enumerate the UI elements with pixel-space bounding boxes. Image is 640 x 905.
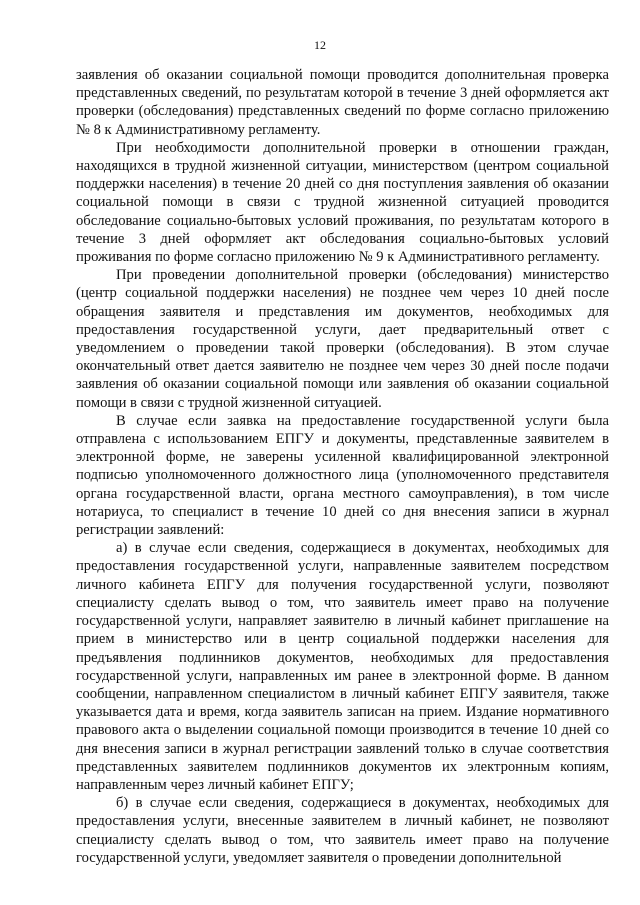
paragraph-item-a: а) в случае если сведения, содержащиеся в документах, необходимых для предоставления государственной услуги, направленные заявителем посредством личного кабинета ЕПГУ для получения государственной услуги, позволяют специалисту сделать вывод о том, что заявитель имеет право на получение государственной услуги, направляет заявителю в личный кабинет приглашение на прием в министерство или в центр социальной поддержки населения для предъявления подлинников документов, необходимых для предоставления государственной услуги, направленных им ранее в электронной форме. В данном сообщении, направленном специалистом в личный кабинет ЕПГУ заявителя, также указывается дата и время, когда заявитель записан на прием. Издание нормативного правового акта о выделении социальной помощи производится в течение 10 дней со дня внесения записи в журнал регистрации заявлений только в случае соответствия представленных заявителем подлинников документов их электронным копиям, направленным через личный кабинет ЕПГУ;: [76, 540, 609, 793]
paragraph-preliminary-answer: При проведении дополнительной проверки (обследования) министерство (центр социальной поддержки населения) не позднее чем через 10 дней после обращения заявителя и представления им документов, необходимых для предоставления государственной услуги, дает предварительный ответ с уведомлением о проведении такой проверки (обследования). В этом случае окончательный ответ дается заявителю не позднее чем через 30 дней после подачи заявления об оказании социальной помощи или заявления об оказании социальной помощи в связи с трудной жизненной ситуацией.: [76, 267, 609, 411]
document-body: [76, 66, 609, 867]
paragraph-item-b: б) в случае если сведения, содержащиеся в документах, необходимых для предоставления услуги, внесенные заявителем в личный кабинет, не позволяют специалисту сделать вывод о том, что заявитель имеет право на получение государственной услуги, уведомляет заявителя о проведении дополнительной: [76, 795, 609, 866]
paragraph-epgu-application: В случае если заявка на предоставление государственной услуги была отправлена с использованием ЕПГУ и документы, представленные заявителем в электронной форме, не заверены усиленной квалифицированной электронной подписью уполномоченного должностного лица (уполномоченного представителя органа государственной власти, органа местного самоуправления), в том числе нотариуса, то специалист в течение 10 дней со дня внесения записи в журнал регистрации заявлений:: [76, 412, 609, 539]
page-number: 12: [314, 38, 326, 52]
paragraph-additional-inspection: При необходимости дополнительной проверки в отношении граждан, находящихся в трудной жизненной ситуации, министерством (центром социальной поддержки населения) в течение 20 дней со дня поступления заявления об оказании социальной помощи в связи с трудной жизненной ситуацией проводится обследование социально-бытовых условий проживания, по результатам которого в течение 3 дней оформляет акт обследования социально-бытовых условий проживания по форме согласно приложению № 9 к Административного регламенту.: [76, 139, 609, 266]
paragraph-continuation: заявления об оказании социальной помощи проводится дополнительная проверка представленных сведений, по результатам которой в течение 3 дней оформляется акт проверки (обследования) представленных сведений по форме согласно приложению № 8 к Административному регламенту.: [76, 67, 609, 138]
